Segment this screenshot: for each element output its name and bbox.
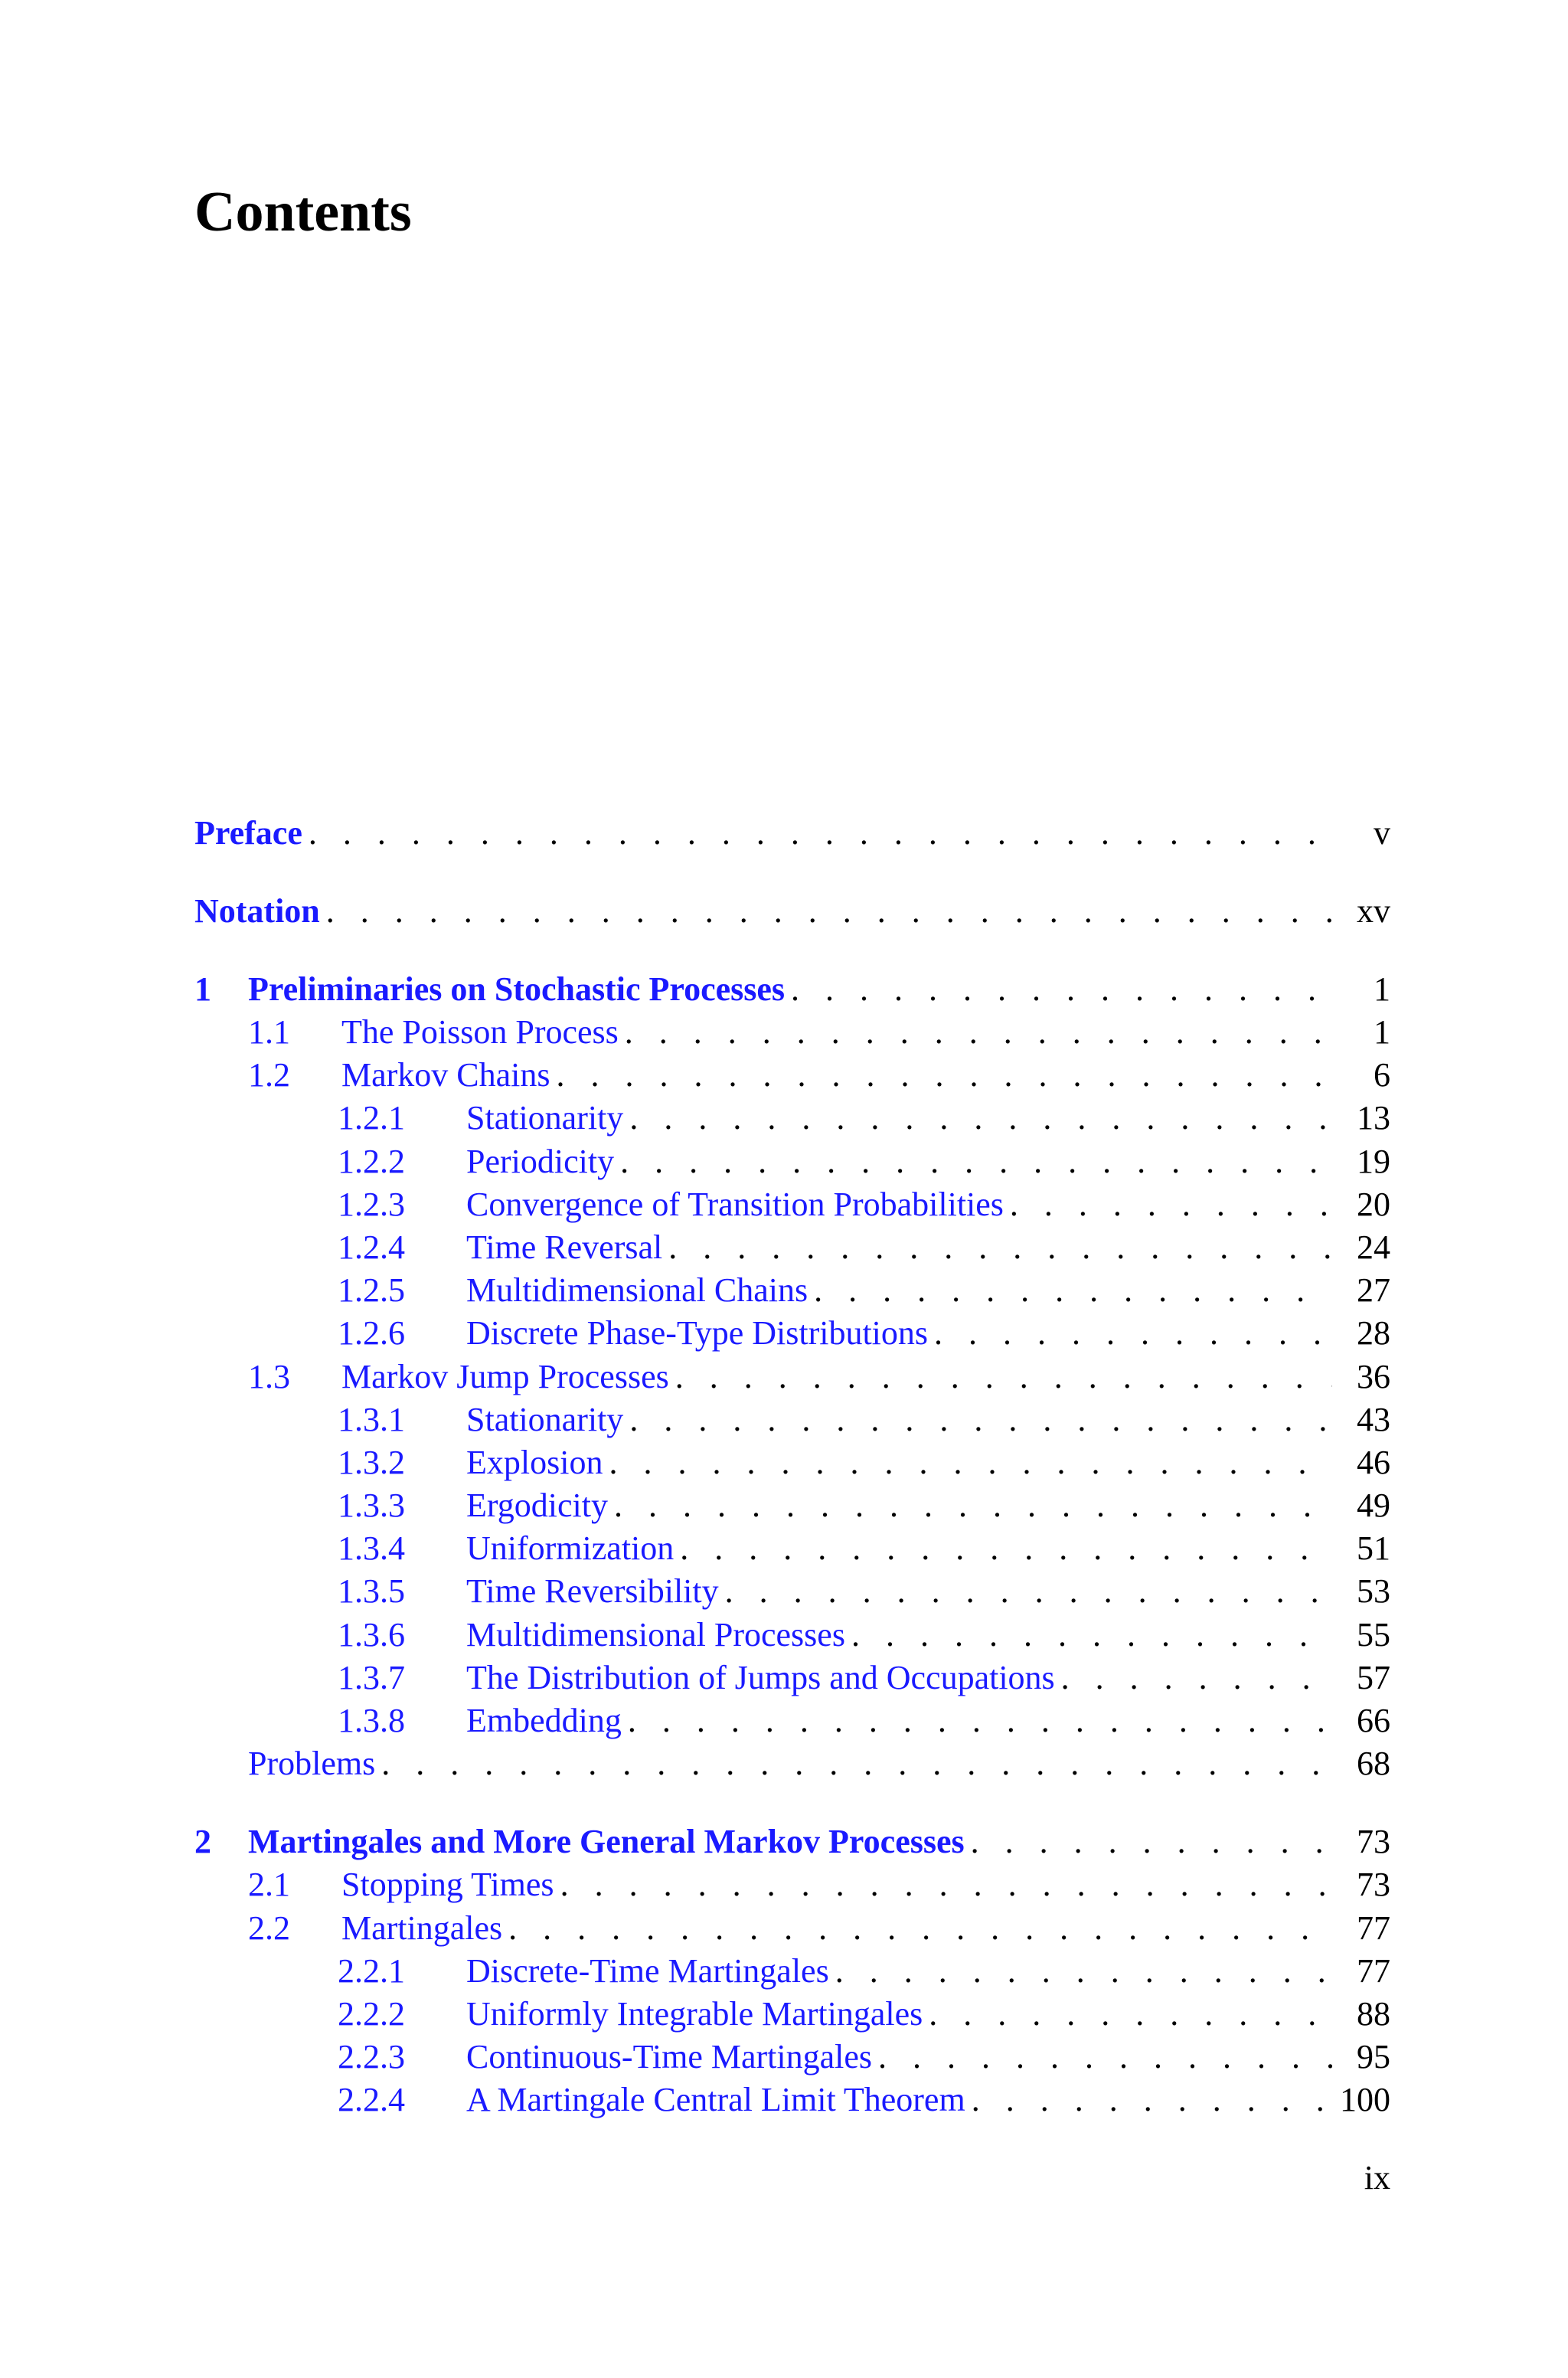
dot-leader (550, 1054, 1332, 1097)
toc-entry-title[interactable]: Stationarity (466, 1400, 624, 1438)
dot-leader (829, 1950, 1332, 1993)
toc-entry[interactable] (194, 1820, 1390, 1863)
toc-entry-number: 2.2 (248, 1909, 290, 1947)
toc-entry[interactable] (194, 1054, 1390, 1097)
dot-leader (785, 968, 1332, 1011)
toc-entry[interactable] (194, 1269, 1390, 1312)
dot-leader (623, 1398, 1332, 1441)
toc-entry[interactable] (194, 890, 1390, 933)
toc-entry[interactable] (194, 1140, 1390, 1183)
toc-entry[interactable] (194, 1657, 1390, 1699)
toc-entry-title[interactable]: Multidimensional Processes (466, 1615, 845, 1653)
toc-entry-title[interactable]: Continuous-Time Martingales (466, 2038, 873, 2076)
toc-entry-number: 1.3.7 (338, 1658, 405, 1696)
toc-entry[interactable] (194, 1863, 1390, 1906)
table-of-contents (194, 812, 1390, 2122)
toc-entry[interactable] (194, 1011, 1390, 1054)
dot-leader (623, 1097, 1332, 1140)
toc-entry-title[interactable]: Multidimensional Chains (466, 1271, 808, 1310)
toc-entry[interactable] (194, 1993, 1390, 2036)
toc-entry-title[interactable]: Preface (194, 814, 302, 852)
toc-entry-title[interactable]: Periodicity (466, 1142, 615, 1180)
toc-entry-number: 1 (194, 970, 211, 1008)
toc-entry-title[interactable]: Martingales (341, 1909, 503, 1947)
dot-leader (872, 2036, 1332, 2079)
toc-entry-number: 1.1 (248, 1013, 290, 1051)
toc-entry-title[interactable]: Martingales and More General Markov Processes (248, 1823, 965, 1861)
toc-entry-page[interactable]: 77 (1357, 1951, 1390, 1990)
toc-entry[interactable] (194, 1570, 1390, 1613)
toc-entry-title[interactable]: Preliminaries on Stochastic Processes (248, 970, 786, 1008)
toc-entry-number: 1.3.3 (338, 1487, 405, 1525)
toc-entry[interactable] (194, 1398, 1390, 1441)
toc-entry-number: 1.2.4 (338, 1228, 405, 1266)
toc-entry-number: 2 (194, 1823, 211, 1861)
toc-entry[interactable] (194, 812, 1390, 855)
page-title: Contents (194, 181, 412, 244)
toc-entry-page[interactable]: v (1374, 814, 1390, 852)
toc-entry[interactable] (194, 1950, 1390, 1993)
toc-entry[interactable] (194, 1226, 1390, 1269)
dot-leader (622, 1699, 1332, 1742)
toc-entry-title[interactable]: Uniformly Integrable Martingales (466, 1994, 923, 2033)
dot-leader (719, 1570, 1332, 1613)
toc-entry-title[interactable]: Problems (248, 1745, 376, 1783)
toc-entry[interactable] (194, 968, 1390, 1011)
toc-entry-number: 2.2.3 (338, 2038, 405, 2076)
toc-entry-number: 1.3.5 (338, 1572, 405, 1611)
dot-leader (845, 1614, 1332, 1657)
dot-leader (923, 1993, 1332, 2036)
toc-entry-page[interactable]: 13 (1357, 1099, 1390, 1137)
dot-leader (502, 1907, 1332, 1950)
toc-entry-number: 1.2.5 (338, 1271, 405, 1310)
dot-leader (375, 1742, 1332, 1785)
dot-leader (603, 1441, 1332, 1484)
toc-entry-title[interactable]: Notation (194, 892, 320, 930)
toc-entry-title[interactable]: Convergence of Transition Probabilities (466, 1185, 1004, 1223)
dot-leader (1004, 1183, 1332, 1226)
dot-leader (619, 1011, 1332, 1054)
dot-leader (320, 890, 1332, 933)
toc-entry-page[interactable]: 1 (1374, 1013, 1390, 1051)
toc-entry-title[interactable]: Stationarity (466, 1099, 624, 1137)
dot-leader (614, 1140, 1332, 1183)
toc-entry-number: 1.2.3 (338, 1185, 405, 1223)
toc-entry[interactable] (194, 1614, 1390, 1657)
toc-entry-page[interactable]: 24 (1357, 1228, 1390, 1266)
toc-entry-number: 1.2.2 (338, 1142, 405, 1180)
toc-entry[interactable] (194, 1699, 1390, 1742)
toc-entry-title[interactable]: Time Reversibility (466, 1572, 719, 1611)
toc-entry-page[interactable]: 88 (1357, 1994, 1390, 2033)
toc-entry-page[interactable]: 36 (1357, 1357, 1390, 1395)
toc-entry[interactable] (194, 1907, 1390, 1950)
toc-entry-page[interactable]: 43 (1357, 1400, 1390, 1438)
toc-entry[interactable] (194, 1484, 1390, 1527)
toc-entry-page[interactable]: 20 (1357, 1185, 1390, 1223)
toc-entry-page[interactable]: 1 (1374, 970, 1390, 1008)
toc-entry-number: 1.3.4 (338, 1529, 405, 1568)
toc-entry-page[interactable]: 68 (1357, 1745, 1390, 1783)
toc-entry-number: 1.2 (248, 1056, 290, 1094)
toc-entry-title[interactable]: Time Reversal (466, 1228, 663, 1266)
toc-entry-page[interactable]: 73 (1357, 1823, 1390, 1861)
dot-leader (662, 1226, 1332, 1269)
toc-entry-number: 1.3.2 (338, 1443, 405, 1481)
page-folio: ix (1364, 2159, 1390, 2196)
toc-entry-number: 2.2.1 (338, 1951, 405, 1990)
toc-entry-page[interactable]: 73 (1357, 1866, 1390, 1904)
toc-entry-page[interactable]: 100 (1340, 2081, 1390, 2119)
toc-entry-page[interactable]: 19 (1357, 1142, 1390, 1180)
toc-entry-title[interactable]: Markov Jump Processes (341, 1357, 669, 1395)
toc-entry-number: 2.1 (248, 1866, 290, 1904)
toc-entry-title[interactable]: The Poisson Process (341, 1013, 619, 1051)
toc-entry-title[interactable]: Discrete Phase-Type Distributions (466, 1314, 929, 1353)
toc-entry-number: 1.2.6 (338, 1314, 405, 1353)
toc-entry-page[interactable]: 95 (1357, 2038, 1390, 2076)
dot-leader (965, 1820, 1332, 1863)
toc-entry-page[interactable]: 46 (1357, 1443, 1390, 1481)
toc-entry-page[interactable]: 28 (1357, 1314, 1390, 1353)
toc-entry[interactable] (194, 2079, 1390, 2121)
dot-leader (302, 812, 1332, 855)
toc-entry-page[interactable]: 27 (1357, 1271, 1390, 1310)
toc-entry[interactable] (194, 1742, 1390, 1785)
dot-leader (554, 1863, 1332, 1906)
toc-entry-number: 2.2.2 (338, 1994, 405, 2033)
toc-entry-page[interactable]: 49 (1357, 1487, 1390, 1525)
dot-leader (928, 1312, 1332, 1355)
toc-entry-page[interactable]: xv (1357, 892, 1390, 930)
toc-entry-number: 1.3 (248, 1357, 290, 1395)
toc-entry[interactable] (194, 1312, 1390, 1355)
dot-leader (608, 1484, 1332, 1527)
toc-entry-number: 1.3.1 (338, 1400, 405, 1438)
toc-entry[interactable] (194, 1183, 1390, 1226)
toc-entry-page[interactable]: 55 (1357, 1615, 1390, 1653)
dot-leader (674, 1527, 1332, 1570)
dot-leader (669, 1356, 1332, 1398)
toc-entry-title[interactable]: Stopping Times (341, 1866, 554, 1904)
toc-entry[interactable] (194, 1527, 1390, 1570)
toc-entry-number: 2.2.4 (338, 2081, 405, 2119)
dot-leader (808, 1269, 1332, 1312)
toc-entry-title[interactable]: Explosion (466, 1443, 603, 1481)
toc-entry-page[interactable]: 53 (1357, 1572, 1390, 1611)
dot-leader (965, 2079, 1328, 2121)
toc-entry-title[interactable]: Markov Chains (341, 1056, 550, 1094)
toc-entry-title[interactable]: Ergodicity (466, 1487, 608, 1525)
toc-entry-title[interactable]: Uniformization (466, 1529, 675, 1568)
toc-entry-number: 1.2.1 (338, 1099, 405, 1137)
toc-entry-title[interactable]: A Martingale Central Limit Theorem (466, 2081, 965, 2119)
toc-entry-number: 1.3.8 (338, 1702, 405, 1739)
toc-entry-page[interactable]: 6 (1374, 1056, 1390, 1094)
toc-entry-page[interactable]: 51 (1357, 1529, 1390, 1568)
toc-entry-title[interactable]: Embedding (466, 1702, 622, 1739)
toc-entry[interactable] (194, 1097, 1390, 1140)
toc-entry-title[interactable]: The Distribution of Jumps and Occupations (466, 1658, 1055, 1696)
toc-entry-page[interactable]: 66 (1357, 1702, 1390, 1739)
toc-entry-number: 1.3.6 (338, 1615, 405, 1653)
toc-entry[interactable] (194, 1356, 1390, 1398)
toc-entry[interactable] (194, 2036, 1390, 2079)
toc-entry-page[interactable]: 57 (1357, 1658, 1390, 1696)
dot-leader (1055, 1657, 1332, 1699)
toc-entry-page[interactable]: 77 (1357, 1909, 1390, 1947)
toc-entry-title[interactable]: Discrete-Time Martingales (466, 1951, 829, 1990)
toc-entry[interactable] (194, 1441, 1390, 1484)
